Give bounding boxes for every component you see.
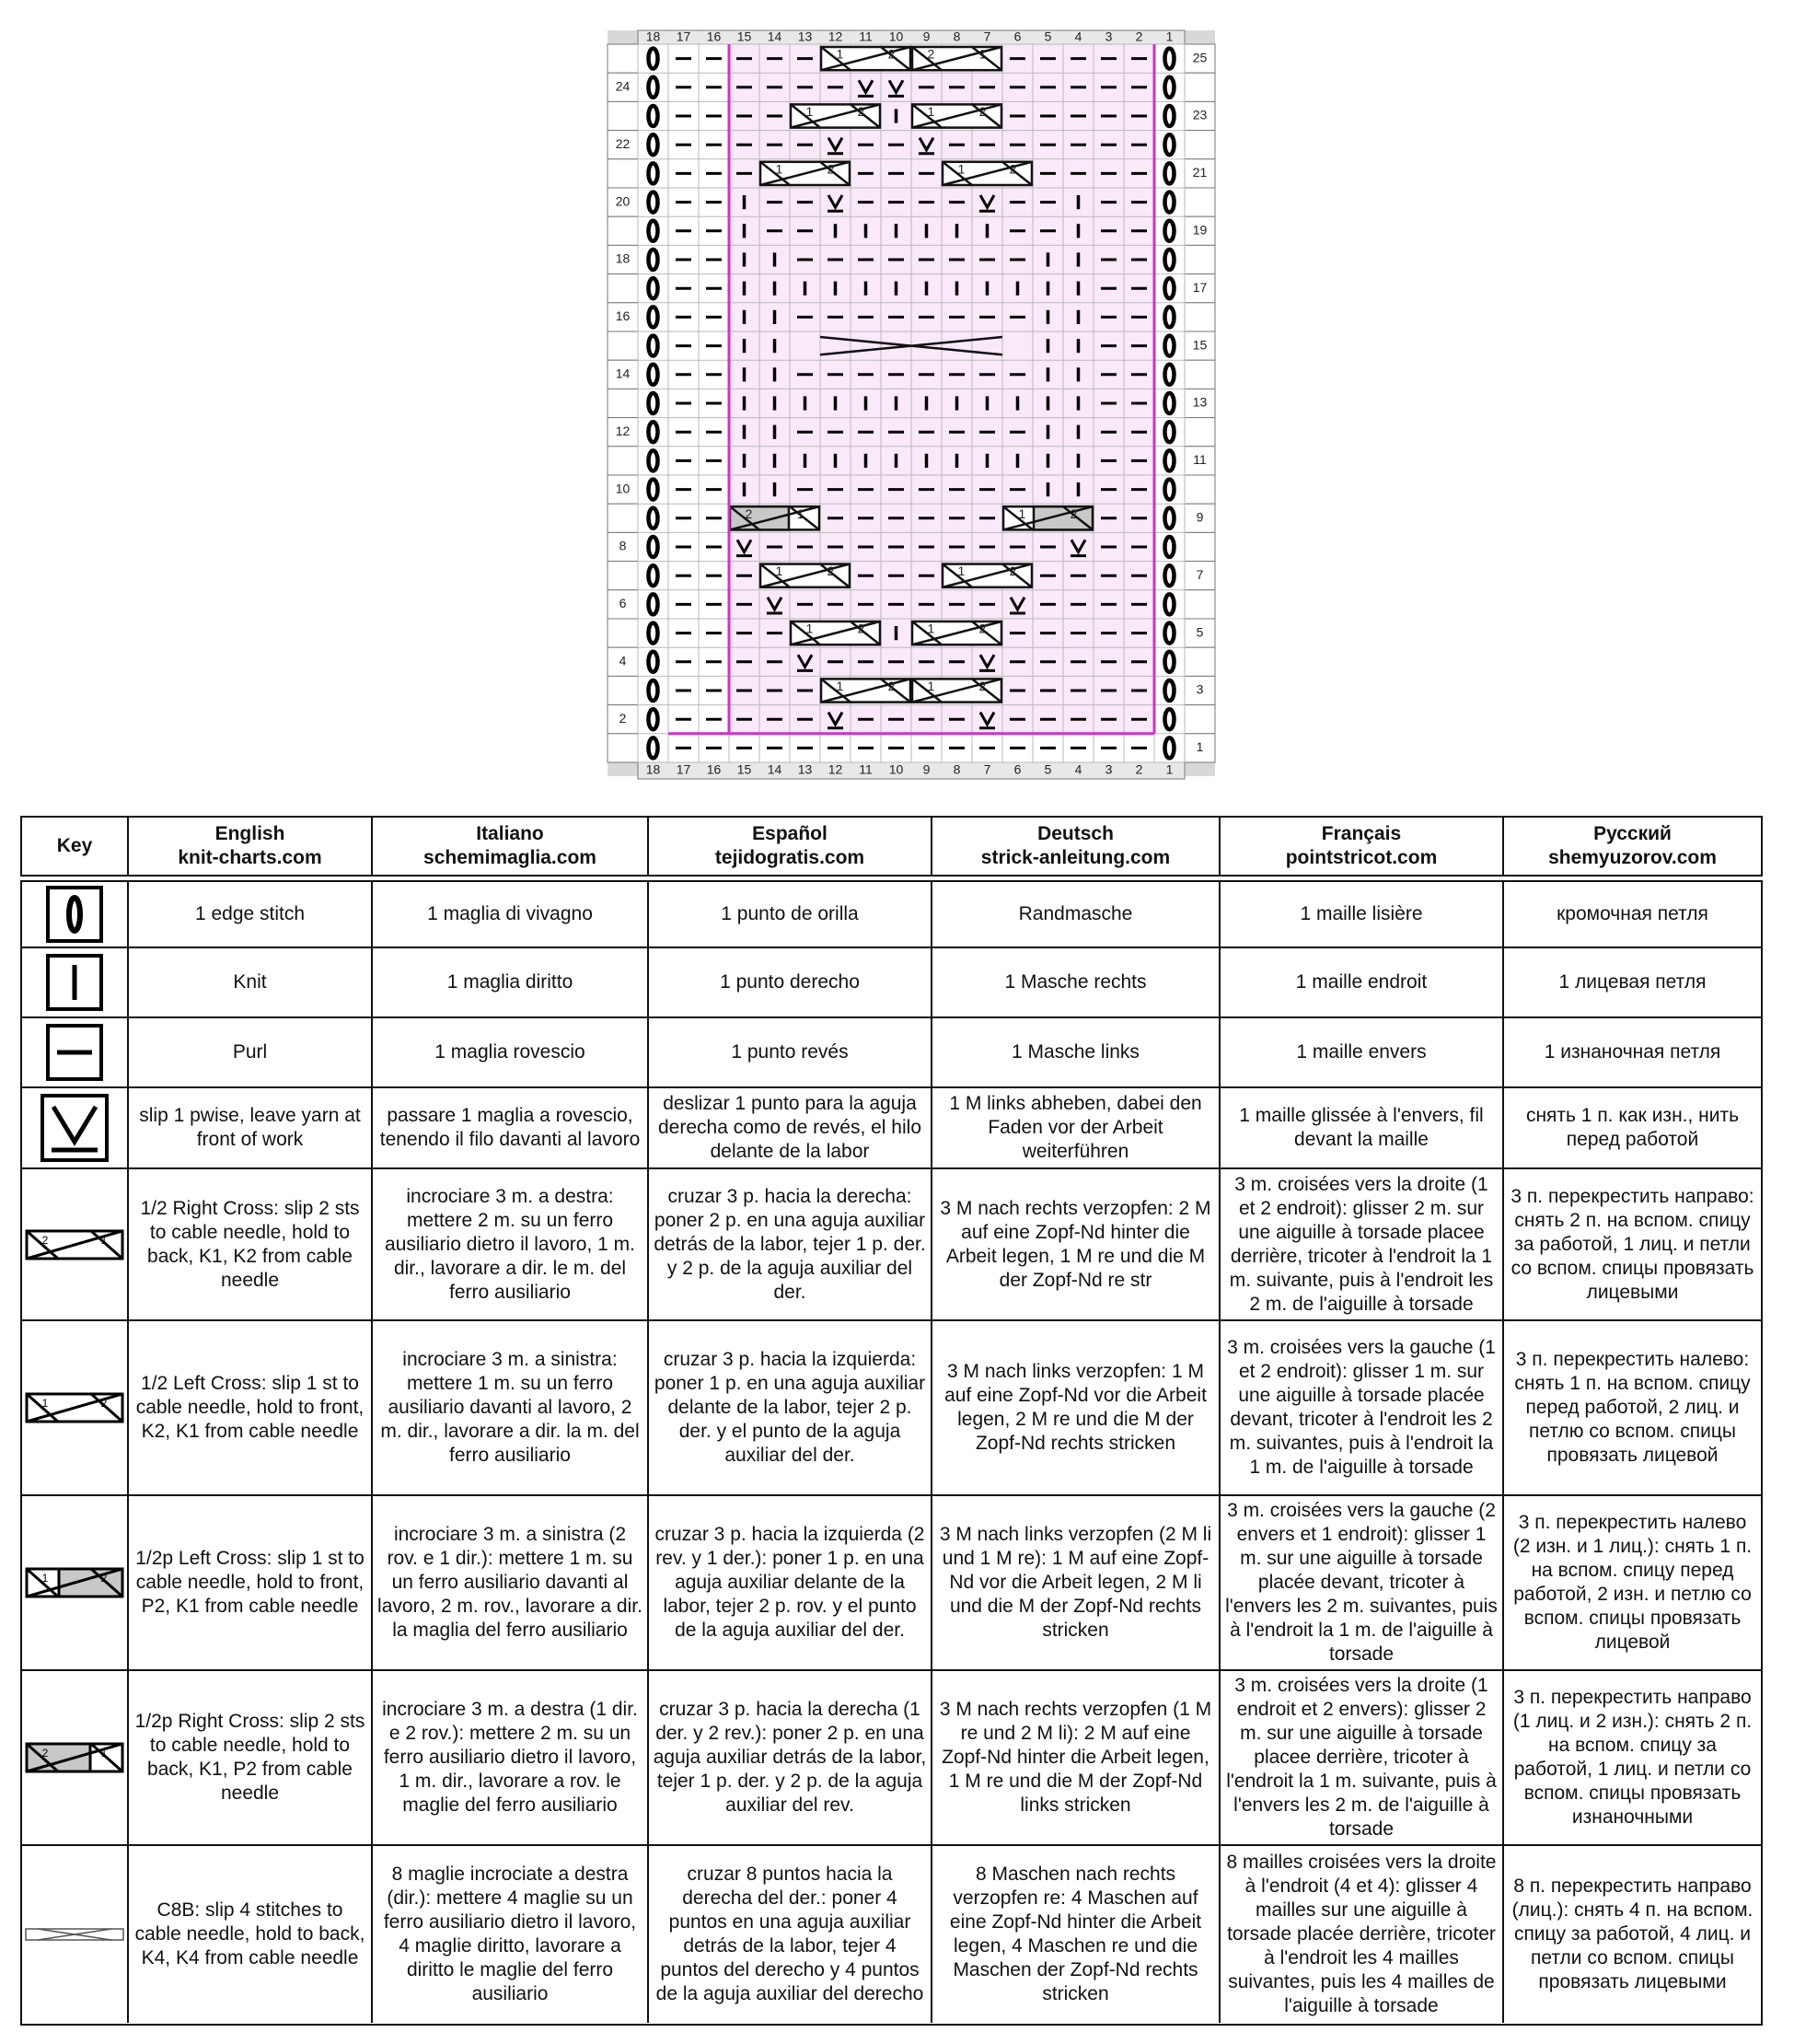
column-number-bottom: 4: [1074, 761, 1082, 777]
legend-description: 1 punto derecho: [649, 948, 932, 1016]
cable-right-cross-mark-number: 2: [857, 621, 865, 636]
column-number-bottom: 11: [859, 761, 873, 777]
row-number-right: 3: [1196, 681, 1204, 697]
legend-description: deslizar 1 punto para la aguja derecha como de revés, el hilo delante de la labor: [649, 1088, 932, 1167]
legend-description: 1 punto revés: [649, 1018, 932, 1086]
header-language-name: Français: [1321, 823, 1402, 844]
header-language: [932, 818, 1221, 875]
svg-text:2: 2: [41, 1747, 49, 1759]
header-language-name: Русский: [1593, 823, 1672, 844]
row-number-left: 24: [615, 78, 631, 94]
legend-description: 1 maille endroit: [1221, 948, 1504, 1016]
column-number-top: 7: [983, 29, 991, 44]
header-website: strick-anleitung.com: [980, 847, 1171, 868]
header-language: [373, 818, 649, 875]
row-number-left: 10: [615, 481, 631, 496]
row-number-cell-left: [608, 504, 638, 532]
row-number-cell-left: [608, 274, 638, 303]
svg-text:1: 1: [41, 1397, 49, 1410]
row-number-cell-left: [608, 562, 638, 590]
column-number-bottom: 16: [706, 761, 722, 777]
legend-description: 1 M links abheben, dabei den Faden vor der Arbeit weiterführen: [932, 1088, 1221, 1167]
row-number-cell-left: [608, 389, 638, 417]
row-number-cell-left: [608, 447, 638, 475]
row-number-cell-right: [1185, 705, 1215, 734]
legend-description: incrociare 3 m. a sinistra: mettere 1 m. su un ferro ausiliario davanti al lavoro, 2 m. dir., lavorare a dir. la m. del ferro ausiliario: [373, 1321, 649, 1494]
header-language-name: Italiano: [476, 823, 544, 844]
legend-description: cruzar 3 p. hacia la derecha (1 der. y 2 rev.): poner 2 p. en una aguja auxiliar detrás de la labor, tejer 1 p. der. y 2 p. de la aguja auxiliar del rev.: [649, 1671, 932, 1844]
row-number-cell-left: [608, 101, 638, 130]
cable-purl-left-cross-mark-number: 1: [1018, 505, 1026, 521]
legend-description: 1 maglia di vivagno: [373, 882, 649, 947]
legend-description: 3 m. croisées vers la droite (1 et 2 endroit): glisser 2 m. sur une aiguille à torsade placee derrière, tricoter à l'endroit la 1 m. suivante, puis à l'endroit les 2 m. de l'aiguille à torsade: [1221, 1169, 1504, 1319]
legend-symbol-cell: [22, 1846, 129, 2023]
legend-description: снять 1 п. как изн., нить перед работой: [1525, 1105, 1740, 1150]
legend-symbol-cell: [22, 948, 129, 1016]
legend-row: [22, 882, 1761, 948]
cable-right-cross-mark-number: 2: [1009, 563, 1017, 579]
legend-description: Purl: [129, 1018, 373, 1086]
cable-right-cross-mark-number: 1: [927, 103, 935, 119]
svg-text:2: 2: [100, 1572, 108, 1585]
legend-description: cruzar 3 p. hacia la izquierda (2 rev. y 1 der.): poner 1 p. en una aguja auxiliar delante de la labor, tejer 2 p. rov. y el punto de la aguja auxiliar del der.: [649, 1496, 932, 1669]
legend-symbol-cell: [22, 1018, 129, 1086]
row-number-cell-left: [608, 619, 638, 647]
legend-symbol-cell: [22, 1671, 129, 1844]
column-number-bottom: 2: [1135, 761, 1143, 777]
column-number-top: 10: [888, 29, 904, 44]
legend-description: cruzar 8 puntos hacia la derecha del der.: poner 4 puntos en una aguja auxiliar detrás de la labor, tejer 4 puntos del derecho y 4 puntos de la aguja auxiliar del derecho: [649, 1846, 932, 2023]
legend-description: C8B: slip 4 stitches to cable needle, hold to back, K4, K4 from cable needle: [129, 1846, 373, 2023]
row-number-right: 19: [1192, 222, 1208, 238]
column-number-top: 15: [736, 29, 752, 44]
legend-description: 3 п. перекрестить налево (2 изн. и 1 лиц.): снять 1 п. на вспом. спицу перед работой, 2 изн. и петлю со вспом. спицы провязать лицевой: [1512, 1512, 1753, 1653]
legend-description: 1 лицевая петля: [1558, 971, 1707, 993]
column-number-top: 1: [1165, 29, 1174, 44]
legend-row: [22, 1088, 1761, 1169]
cable-right-cross-mark-number: 1: [957, 563, 966, 579]
row-number-right: 5: [1196, 624, 1204, 640]
row-number-cell-right: [1185, 188, 1215, 216]
column-number-top: 9: [922, 29, 931, 44]
header-language-name: English: [214, 823, 285, 844]
legend-description: cruzar 3 p. hacia la izquierda: poner 1 p. en una aguja auxiliar delante de la labor, tejer 2 p. der. y el punto de la aguja auxiliar del der.: [649, 1321, 932, 1494]
legend-row: [22, 1321, 1761, 1496]
cable-right-cross-mark-number: 1: [775, 563, 783, 579]
legend-body: [20, 880, 1763, 2026]
legend-row: [22, 1169, 1761, 1321]
row-number-left: 2: [619, 710, 627, 726]
purl-left-cross-icon: [25, 1567, 124, 1598]
row-number-left: 20: [615, 193, 631, 209]
legend-description: cruzar 3 p. hacia la derecha: poner 2 p. en una aguja auxiliar detrás de la labor, tejer 1 p. der. y 2 p. de la aguja auxiliar del der.: [649, 1169, 932, 1319]
column-number-bottom: 14: [767, 761, 782, 777]
legend-description: 1 Masche links: [932, 1018, 1221, 1086]
svg-text:1: 1: [41, 1572, 49, 1585]
cable-purl-left-cross-mark-number: 2: [1070, 505, 1078, 521]
column-number-top: 6: [1013, 29, 1022, 44]
legend-description: 1/2p Left Cross: slip 1 st to cable needle, hold to front, P2, K1 from cable needle: [129, 1496, 373, 1669]
row-number-cell-right: [1185, 475, 1215, 504]
column-number-top: 5: [1044, 29, 1052, 44]
cable-left-cross-mark-number: 2: [927, 46, 935, 62]
cable-left-cross-mark-number: 1: [978, 46, 987, 62]
row-number-cell-right: [1185, 73, 1215, 101]
row-number-cell-right: [1185, 590, 1215, 619]
row-number-cell-right: [1185, 647, 1215, 676]
legend-description: 1 maglia rovescio: [373, 1018, 649, 1086]
column-number-top: 4: [1074, 29, 1082, 44]
row-number-cell-right: [1185, 532, 1215, 561]
row-number-cell-right: [1185, 418, 1215, 447]
cable-right-cross-mark-number: 1: [957, 161, 966, 177]
legend-symbol-cell: [22, 882, 129, 947]
legend-description: 1 punto de orilla: [649, 882, 932, 947]
row-number-cell-left: [608, 44, 638, 73]
cable-right-cross-mark-number: 2: [887, 678, 896, 693]
cable-right-cross-mark-number: 1: [927, 621, 935, 636]
row-number-right: 11: [1193, 452, 1207, 468]
knit-icon: [46, 954, 103, 1011]
row-number-cell-left: [608, 734, 638, 762]
column-number-bottom: 8: [953, 761, 961, 777]
legend-description: 3 п. перекрестить направо (1 лиц. и 2 изн.): снять 2 п. на вспом. спицу за работой, 1 лиц. и петли со вспом. спицы провязать изнаночными: [1512, 1687, 1753, 1828]
legend-description: Knit: [129, 948, 373, 1016]
legend-description: 3 m. croisées vers la droite (1 endroit et 2 envers): glisser 2 m. sur une aiguille à torsade placee derrière, tricoter à l'endroit la 1 m. suivante, puis à l'envers les 2 m. de l'aiguille à torsade: [1221, 1671, 1504, 1844]
row-number-left: 22: [615, 135, 631, 151]
row-number-right: 7: [1196, 566, 1204, 582]
header-website: tejidogratis.com: [714, 847, 865, 868]
header-language: [649, 818, 932, 875]
legend-description: 3 m. croisées vers la gauche (2 envers et 1 endroit): glisser 1 m. sur une aiguille à torsade placée devant, tricoter à l'envers les 2 m. suivantes, puis à l'endroit la 1 m. de l'aiguille à torsade: [1221, 1496, 1504, 1669]
legend-row: [22, 1018, 1761, 1088]
column-number-top: 8: [953, 29, 961, 44]
legend-description: 1 maille glissée à l'envers, fil devant la maille: [1221, 1088, 1504, 1167]
header-language-name: Deutsch: [1037, 823, 1114, 844]
cable-right-cross-mark-number: 1: [805, 621, 814, 636]
svg-text:1: 1: [100, 1747, 108, 1759]
cable-right-cross-mark-number: 1: [836, 678, 844, 693]
column-number-bottom: 3: [1105, 761, 1113, 777]
purl-right-cross-icon: [25, 1742, 124, 1773]
column-number-top: 18: [645, 29, 661, 44]
cable-right-cross-mark-number: 2: [978, 103, 987, 119]
column-number-bottom: 9: [922, 761, 931, 777]
row-number-left: 18: [615, 250, 631, 266]
legend-description: 1/2 Right Cross: slip 2 sts to cable needle, hold to back, K1, K2 from cable needle: [129, 1169, 373, 1319]
header-language-name: Key: [56, 835, 93, 856]
cable-right-cross-mark-number: 2: [857, 103, 865, 119]
row-number-cell-left: [608, 159, 638, 188]
row-number-left: 8: [619, 538, 627, 553]
legend-symbol-cell: [22, 1088, 129, 1167]
legend-description: 1 maille lisière: [1221, 882, 1504, 947]
knitting-chart: [0, 0, 1794, 801]
legend-description: incrociare 3 m. a destra (1 dir. e 2 rov.): mettere 2 m. su un ferro ausiliario dietro il lavoro, 1 m. dir., lavorare a rov. le maglie del ferro ausiliario: [373, 1671, 649, 1844]
cable-right-cross-mark-number: 2: [978, 621, 987, 636]
row-number-left: 16: [615, 308, 631, 324]
c8b-cable-icon: [25, 1927, 124, 1942]
column-number-bottom: 15: [736, 761, 752, 777]
legend-row: [22, 1671, 1761, 1846]
svg-text:2: 2: [41, 1233, 49, 1247]
svg-text:2: 2: [100, 1397, 108, 1410]
cable-right-cross-mark-number: 2: [827, 563, 835, 579]
column-number-bottom: 6: [1013, 761, 1022, 777]
left-cross-icon: [25, 1392, 124, 1423]
legend-symbol-cell: [22, 1321, 129, 1494]
row-number-right: 13: [1192, 394, 1208, 410]
header-website: knit-charts.com: [178, 847, 322, 868]
legend-description: 8 maglie incrociate a destra (dir.): mettere 4 maglie su un ferro ausiliario dietro il lavoro, 4 maglie diritto, lavorare a diritto le maglie del ferro ausiliario: [373, 1846, 649, 2023]
header-language: [1504, 818, 1761, 875]
cable-purl-right-cross-mark-number: 2: [745, 505, 753, 521]
right-cross-icon: [25, 1229, 124, 1260]
legend-description: 3 M nach links verzopfen: 1 M auf eine Zopf-Nd vor die Arbeit legen, 2 M re und die M der Zopf-Nd rechts stricken: [932, 1321, 1221, 1494]
row-number-left: 4: [619, 653, 627, 668]
row-number-cell-right: [1185, 245, 1215, 273]
column-number-top: 13: [797, 29, 813, 44]
row-number-cell-right: [1185, 360, 1215, 389]
edge-stitch-icon: [46, 886, 103, 943]
header-website: shemyuzorov.com: [1548, 847, 1717, 868]
cable-right-cross-mark-number: 2: [887, 46, 896, 62]
cable-right-cross-mark-number: 2: [978, 678, 987, 693]
row-number-right: 23: [1192, 107, 1208, 122]
row-number-right: 9: [1196, 509, 1204, 525]
column-number-top: 17: [676, 29, 691, 44]
header-website: pointstricot.com: [1285, 847, 1438, 868]
column-number-bottom: 18: [645, 761, 661, 777]
cable-right-cross-mark-number: 1: [836, 46, 844, 62]
column-number-bottom: 13: [797, 761, 813, 777]
legend-description: 3 M nach links verzopfen (2 M li und 1 M re): 1 M auf eine Zopf-Nd vor die Arbeit legen, 2 M li und die M der Zopf-Nd rechts stricken: [932, 1496, 1221, 1669]
row-number-right: 25: [1192, 50, 1208, 65]
legend-description: 3 п. перекрестить направо: снять 2 п. на вспом. спицу за работой, 1 лиц. и петли со вспом. спицы провязать лицевыми: [1510, 1185, 1754, 1303]
legend-description: slip 1 pwise, leave yarn at front of work: [129, 1088, 373, 1167]
column-number-bottom: 17: [676, 761, 691, 777]
column-number-bottom: 5: [1044, 761, 1052, 777]
legend-description: 3 m. croisées vers la gauche (1 et 2 endroit): glisser 1 m. sur une aiguille à torsade placée devant, tricoter à l'endroit les 2 m. suivantes, puis à l'endroit la 1 m. de l'aiguille à torsade: [1221, 1321, 1504, 1494]
legend-description: 8 Maschen nach rechts verzopfen re: 4 Maschen auf eine Zopf-Nd hinter die Arbeit legen, 4 Maschen re und die Maschen der Zopf-Nd rechts stricken: [932, 1846, 1221, 2023]
legend-description: 1 maille envers: [1221, 1018, 1504, 1086]
legend-description: 8 mailles croisées vers la droite à l'endroit (4 et 4): glisser 4 mailles sur une aiguille à torsade placée derrière, tricoter à l'endroit les 4 mailles suivantes, puis les 4 mailles de l'aiguille à torsade: [1221, 1846, 1504, 2023]
column-number-bottom: 12: [828, 761, 843, 777]
column-number-top: 16: [706, 29, 722, 44]
cable-right-cross-mark-number: 2: [1009, 161, 1017, 177]
column-number-top: 11: [859, 29, 873, 44]
purl-icon: [46, 1024, 103, 1081]
legend-description: кромочная петля: [1557, 903, 1708, 924]
row-number-right: 21: [1192, 165, 1208, 180]
header-language: [129, 818, 373, 875]
header-language: [1221, 818, 1504, 875]
legend-description: 1 edge stitch: [129, 882, 373, 947]
legend-description: 1 Masche rechts: [932, 948, 1221, 1016]
header-language-name: Español: [752, 823, 828, 844]
legend-row: [22, 1496, 1761, 1671]
legend-description: 3 п. перекрестить налево: снять 1 п. на вспом. спицу перед работой, 2 лиц. и петлю со вспом. спицы провязать лицевой: [1514, 1349, 1751, 1466]
slip-purlwise-icon: [41, 1094, 109, 1162]
column-number-top: 2: [1135, 29, 1143, 44]
legend-row: [22, 1846, 1761, 2023]
legend-description: 1 maglia diritto: [373, 948, 649, 1016]
legend-row: [22, 948, 1761, 1018]
header-key: [22, 818, 129, 875]
cable-purl-right-cross-mark-number: 1: [796, 505, 804, 521]
legend-description: incrociare 3 m. a sinistra (2 rov. e 1 dir.): mettere 1 m. su un ferro ausiliario davanti al lavoro, 2 m. rov., lavorare a dir. la maglia del ferro ausiliario: [373, 1496, 649, 1669]
column-number-top: 3: [1105, 29, 1113, 44]
column-number-bottom: 1: [1165, 761, 1174, 777]
legend-description: Randmasche: [932, 882, 1221, 947]
row-number-cell-left: [608, 216, 638, 245]
cable-right-cross-mark-number: 2: [827, 161, 835, 177]
cable-right-cross-mark-number: 1: [927, 678, 935, 693]
row-number-cell-left: [608, 676, 638, 704]
legend-description: incrociare 3 m. a destra: mettere 2 m. su un ferro ausiliario dietro il lavoro, 1 m. dir., lavorare a dir. le m. del ferro ausiliario: [373, 1169, 649, 1319]
column-number-top: 12: [828, 29, 843, 44]
column-number-top: 14: [767, 29, 782, 44]
row-number-cell-left: [608, 331, 638, 360]
legend-description: 8 п. перекрестить направо (лиц.): снять 4 п. на вспом. спицу за работой, 4 лиц. и петли со вспом. спицы провязать лицевыми: [1511, 1876, 1753, 1992]
legend-symbol-cell: [22, 1496, 129, 1669]
legend-symbol-cell: [22, 1169, 129, 1319]
column-number-bottom: 10: [888, 761, 904, 777]
row-number-right: 15: [1192, 337, 1208, 353]
legend-description: 1/2 Left Cross: slip 1 st to cable needle, hold to front, K2, K1 from cable needle: [129, 1321, 373, 1494]
cable-right-cross-mark-number: 1: [775, 161, 783, 177]
legend-description: 3 M nach rechts verzopfen (1 M re und 2 M li): 2 M auf eine Zopf-Nd hinter die Arbeit legen, 1 M re und die M der Zopf-Nd links stricken: [932, 1671, 1221, 1844]
row-number-right: 1: [1196, 739, 1204, 755]
svg-text:1: 1: [100, 1233, 108, 1247]
cable-right-cross-mark-number: 1: [805, 103, 814, 119]
legend-description: 1 изнаночная петля: [1544, 1041, 1721, 1063]
legend-description: passare 1 maglia a rovescio, tenendo il filo davanti al lavoro: [373, 1088, 649, 1167]
row-number-left: 6: [619, 596, 627, 611]
column-number-bottom: 7: [983, 761, 991, 777]
legend-description: 1/2p Right Cross: slip 2 sts to cable needle, hold to back, K1, P2 from cable needle: [129, 1671, 373, 1844]
row-number-cell-right: [1185, 131, 1215, 159]
row-number-right: 17: [1192, 279, 1208, 295]
row-number-left: 14: [615, 366, 631, 381]
legend-header-row: [20, 816, 1763, 877]
header-website: schemimaglia.com: [423, 847, 596, 868]
legend-description: 3 M nach rechts verzopfen: 2 M auf eine Zopf-Nd hinter die Arbeit legen, 1 M re und die M der Zopf-Nd re str: [932, 1169, 1221, 1319]
row-number-left: 12: [615, 423, 631, 438]
row-number-cell-right: [1185, 303, 1215, 331]
